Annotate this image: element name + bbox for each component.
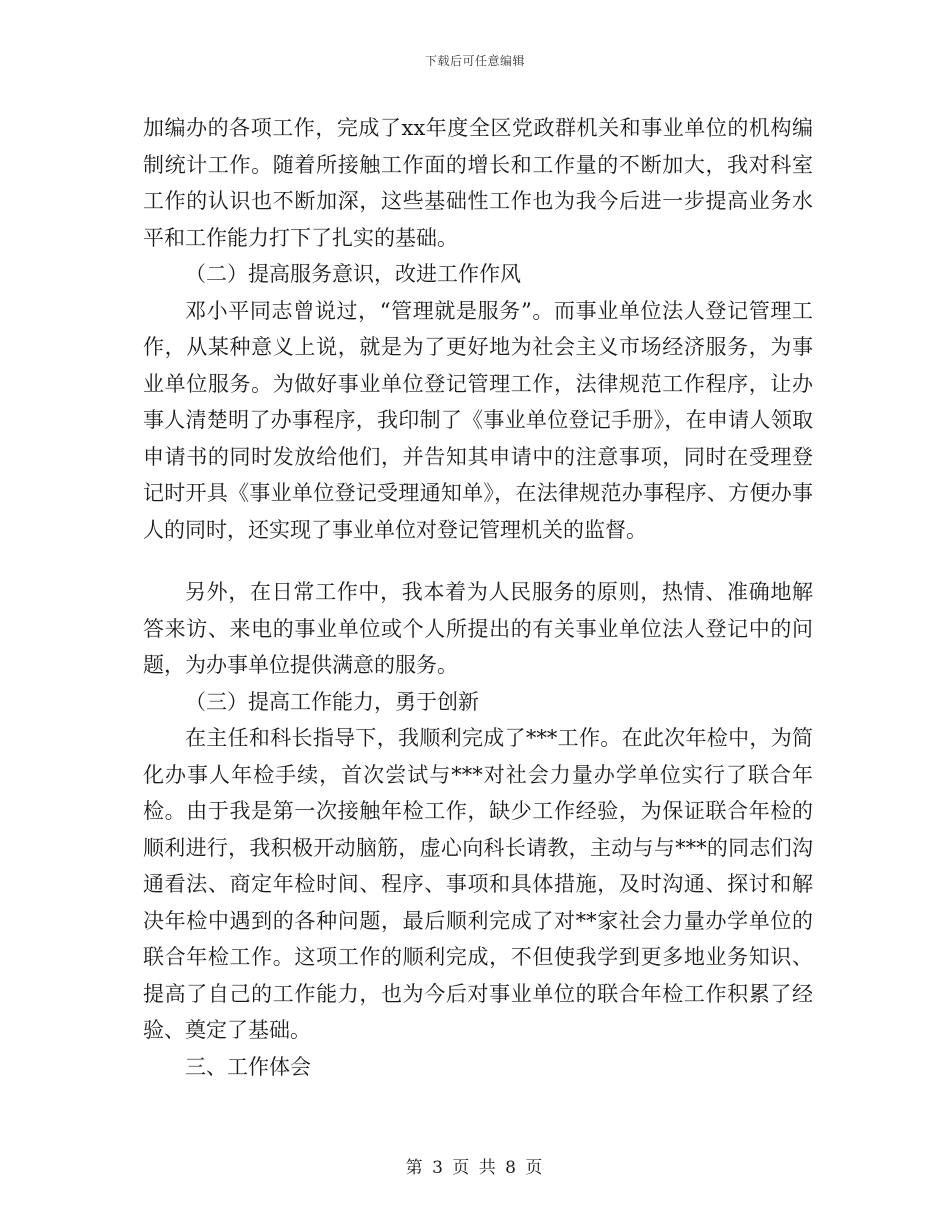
page-header: 下载后可任意编辑 (424, 54, 525, 68)
paragraph-service: 邓小平同志曾说过，“管理就是服务”。而事业单位法人登记管理工作，从某种意义上说，就是为了更好地为社会主义市场经济服务，为事业单位服务。为做好事业单位登记管理工作，法律规范工作程序，让办事人清楚明了办事程序，我印制了《事业单位登记手册》，在申请人领取申请书的同时发放给他们，并告知其申请中的注意事项，同时在受理登记时开具《事业单位登记受理通知单》，在法律规范办事程序、方便办事人的同时，还实现了事业单位对登记管理机关的监督。 (143, 298, 813, 542)
paragraph-spacer (143, 548, 813, 574)
paragraph-ability: 在主任和科长指导下，我顺利完成了***工作。在此次年检中，为简化办事人年检手续，首次尝试与***对社会力量办学单位实行了联合年检。由于我是第一次接触年检工作，缺少工作经验，为保证联合年检的顺利进行，我积极开动脑筋，虚心向科长请教，主动与与***的同志们沟通看法、商定年检时间、程序、事项和具体措施，及时沟通、探讨和解决年检中遇到的各种问题，最后顺利完成了对**家社会力量办学单位的联合年检工作。这项工作的顺利完成，不但使我学到更多地业务知识、提高了自己的工作能力，也为今后对事业单位的联合年检工作积累了经验、奠定了基础。 (143, 726, 813, 1042)
paragraph-continuation: 加编办的各项工作，完成了xx年度全区党政群机关和事业单位的机构编制统计工作。随着所接触工作面的增长和工作量的不断加大，我对科室工作的认识也不断加深，这些基础性工作也为我今后进一步提高业务水平和工作能力打下了扎实的基础。 (143, 116, 813, 250)
section-heading-3: （三）提高工作能力，勇于创新 (185, 689, 479, 714)
section-heading-2: （二）提高服务意识，改进工作作风 (185, 262, 521, 286)
page-number: 第 3 页 共 8 页 (405, 1158, 545, 1178)
paragraph-additional: 另外，在日常工作中，我本着为人民服务的原则，热情、准确地解答来访、来电的事业单位或个人所提出的有关事业单位法人登记中的问题，为办事单位提供满意的服务。 (143, 580, 813, 677)
section-heading-experience: 三、工作体会 (185, 1054, 311, 1079)
document-body (143, 110, 813, 1085)
